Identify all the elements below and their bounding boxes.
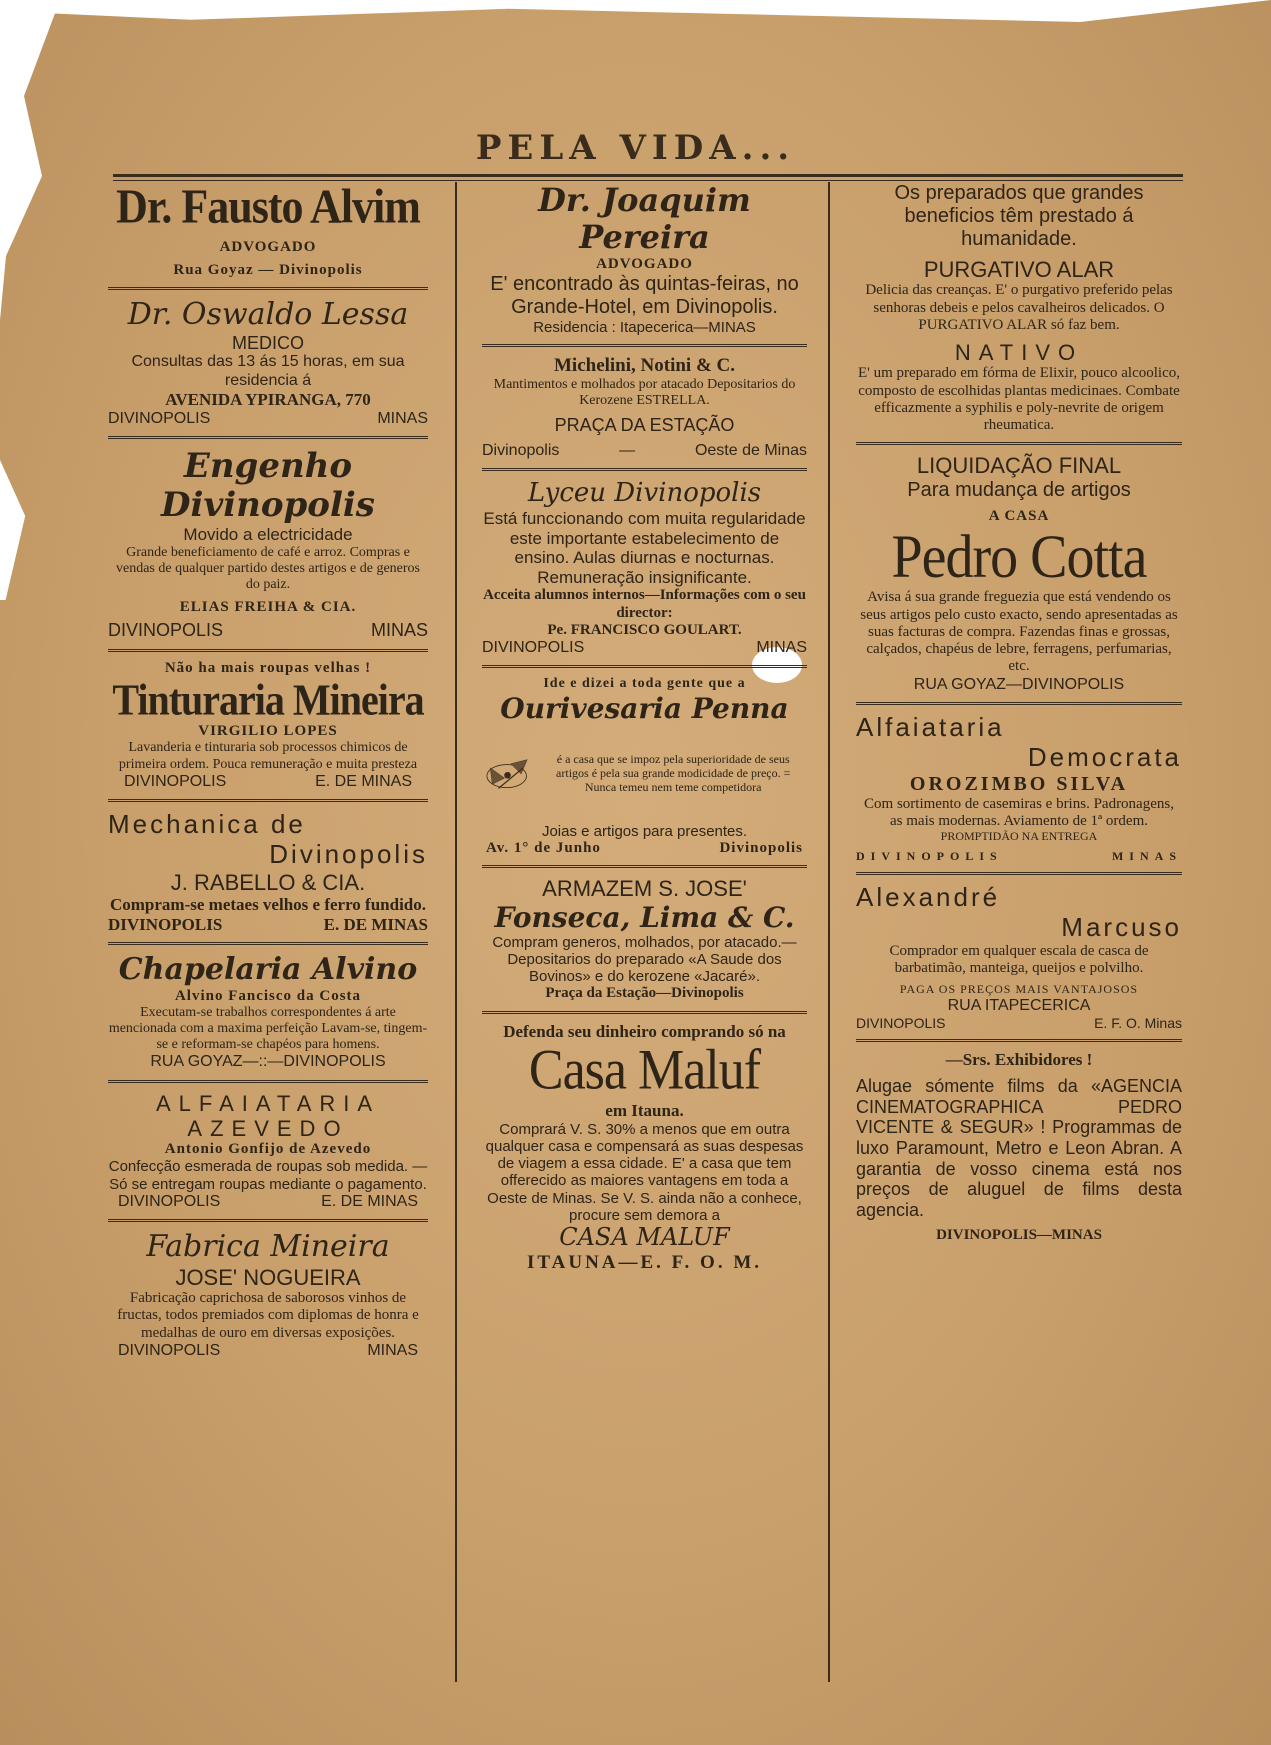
ad-director: Pe. FRANCISCO GOULART. (547, 621, 742, 638)
ad-title: Casa Maluf (528, 1039, 761, 1103)
ad-text: Confecção esmerada de roupas sob medida. — Só se entregam roupas mediante o pagamento. (108, 1158, 428, 1193)
ad-city: DIVINOPOLIS (856, 849, 1003, 863)
ad-city: DIVINOPOLIS (118, 1192, 221, 1210)
separator (482, 344, 807, 347)
separator (482, 468, 807, 471)
separator (108, 942, 428, 945)
separator (856, 872, 1182, 875)
ad-address: RUA GOYAZ—::—DIVINOPOLIS (150, 1053, 386, 1071)
ad-text: E' encontrado às quintas-feiras, no Grande-Hotel, em Divinopolis. (490, 272, 799, 318)
ad-title: PURGATIVO ALAR (923, 257, 1115, 282)
ad-company: Fonseca, Lima & C. (494, 900, 795, 934)
ad-alfaiataria-azevedo (108, 1091, 428, 1212)
column-rule-1 (455, 182, 457, 1682)
ad-casa-maluf (482, 1022, 807, 1274)
ad-title-line1: ALFAIATARIA (155, 1090, 381, 1116)
column-rule-2 (828, 182, 830, 1682)
ad-text: Grande beneficiamento de café e arroz. Compras e vendas de qualquer partido destes artigos e de generos do paiz. (115, 544, 420, 592)
ad-title: Dr. Oswaldo Lessa (127, 297, 409, 333)
ad-title: Lyceu Divinopolis (527, 478, 762, 509)
separator (108, 1080, 428, 1083)
torn-edge-left-mid (0, 460, 28, 600)
ad-state: MINAS (377, 409, 428, 427)
ad-text: Comprador em qualquer escala de casca de barbatimão, manteiga, queijos e polvilho. (889, 942, 1149, 976)
ad-title-line1: Alexandré (856, 881, 1001, 912)
separator (482, 1011, 807, 1014)
ad-state: MINAS (1111, 849, 1182, 863)
ad-title: Dr. Joaquim Pereira (538, 181, 751, 256)
ad-text: E' um preparado em fórma de Elixir, pouco alcoolico, composto de escolhidas plantas medicinaes. Combate efficazmente a syphilis e poly-nevrite de origem rheumatica. (858, 365, 1180, 434)
ad-note: PAGA OS PREÇOS MAIS VANTAJOSOS (899, 982, 1139, 997)
ad-city: DIVINOPOLIS (124, 772, 227, 790)
ad-city: DIVINOPOLIS (108, 409, 211, 427)
ad-title: Engenho Divinopolis (161, 446, 375, 526)
ad-title-line1: Mechanica de (108, 809, 306, 840)
ad-place: PRAÇA DA ESTAÇÃO (554, 415, 735, 436)
ad-headline: LIQUIDAÇÃO FINAL (916, 453, 1122, 479)
ad-owner: Alvino Fancisco da Costa (174, 987, 362, 1004)
ad-intro: Os preparados que grandes beneficios têm prestado á humanidade. (894, 182, 1144, 250)
ad-place: em Itauna. (605, 1101, 684, 1121)
ad-oswaldo-lessa (108, 298, 428, 428)
ad-role: ADVOGADO (596, 255, 693, 272)
ad-note: PROMPTIDÃO NA ENTREGA (940, 829, 1098, 844)
ad-text: Fabricação caprichosa de saborosos vinhos de fructas, todos premiados com diplomas de honra e medalhas de ouro em diversas exposições. (117, 1290, 419, 1341)
ad-owner: VIRGILIO LOPES (198, 723, 338, 740)
ad-owner: Antonio Gonfijo de Azevedo (164, 1141, 372, 1158)
separator (108, 1219, 428, 1222)
ad-nativo (856, 340, 1182, 434)
separator (108, 799, 428, 802)
ad-title: —Srs. Exhibidores ! (945, 1050, 1093, 1070)
ad-title: Tinturaria Mineira (112, 674, 424, 725)
ad-title-line2: AZEVEDO (187, 1115, 349, 1141)
separator (108, 287, 428, 290)
ad-alexandre-marcuso (856, 883, 1182, 1032)
ad-title: Pedro Cotta (891, 522, 1147, 591)
ad-title: Ourivesaria Penna (500, 691, 789, 725)
ad-title: Fabrica Mineira (146, 1229, 390, 1265)
column-2 (482, 182, 807, 1274)
ad-signature: CASA MALUF (559, 1223, 730, 1252)
ad-fausto-alvim (108, 179, 428, 279)
ad-role: MEDICO (232, 332, 304, 353)
ad-text: Lavanderia e tinturaria sob processos chimicos de primeira ordem. Pouca remuneração e muita presteza (118, 740, 418, 772)
ad-headline: Não ha mais roupas velhas ! (164, 659, 372, 676)
ad-label: A CASA (988, 507, 1050, 524)
masthead-rule (113, 174, 1183, 177)
ad-title-line2: Marcuso (1061, 911, 1182, 942)
separator (482, 665, 807, 668)
ad-products: Joias e artigos para presentes. (541, 822, 748, 840)
ad-city: DIVINOPOLIS (856, 1015, 946, 1032)
ad-michelini-notini (482, 355, 807, 460)
ad-role: ADVOGADO (219, 238, 317, 255)
ad-title-line2: Divinopolis (269, 838, 428, 869)
ad-mechanica (108, 810, 428, 934)
separator (108, 436, 428, 439)
ad-text: Compram-se metaes velhos e ferro fundido. (109, 895, 427, 915)
ad-text: Compram generos, molhados, por atacado.—Depositarios do preparado «A Saude dos Bovinos» e do kerozene «Jacaré». (492, 933, 797, 986)
ad-footer: DIVINOPOLIS—MINAS (936, 1226, 1102, 1243)
ad-subheadline: Para mudança de artigos (907, 478, 1131, 501)
masthead: PELA VIDA... (475, 128, 796, 168)
ad-fabrica-mineira (108, 1230, 428, 1360)
ad-text: Está funccionando com muita regularidade este importante estabelecimento de ensino. Aulas diurnas e nocturnas. Remuneração insignificante. (483, 509, 806, 587)
torn-edge-top (0, 0, 1271, 22)
ad-armazem-sao-jose (482, 876, 807, 1002)
ad-rail: E. F. O. Minas (1094, 1015, 1182, 1032)
ad-chapelaria-alvino (108, 953, 428, 1071)
ad-owner: J. RABELLO & CIA. (170, 869, 366, 895)
ad-text: Mantimentos e molhados por atacado Depositarios do Kerozene ESTRELLA. (493, 376, 796, 409)
ad-street: AVENIDA YPIRANGA, 770 (165, 390, 371, 410)
ad-state: E. DE MINAS (315, 772, 412, 790)
ad-text: é a casa que se impoz pela superioridade de seus artigos é pela sua grande modicidade de preço. = Nunca temeu nem teme competidora (556, 752, 791, 794)
ad-lyceu-divinopolis (482, 479, 807, 657)
ad-city: DIVINOPOLIS (118, 1341, 221, 1359)
ad-city: DIVINOPOLIS (108, 620, 224, 641)
ad-subtitle: Movido a electricidade (183, 525, 353, 545)
ad-text: Consultas das 13 ás 15 horas, em sua residencia á (131, 353, 405, 389)
ad-title-line1: Alfaiataria (856, 711, 1005, 742)
ad-owner: ELIAS FREIHA & CIA. (179, 599, 357, 616)
ad-title: Chapelaria Alvino (118, 952, 418, 988)
bird-pen-emblem-icon (482, 729, 531, 819)
separator (108, 649, 428, 652)
ad-state: MINAS (370, 620, 428, 641)
ad-owner: JOSE' NOGUEIRA (175, 1264, 361, 1290)
ad-state: E. DE MINAS (323, 914, 428, 934)
ad-title: ARMAZEM S. JOSE' (542, 876, 747, 902)
ad-region: Oeste de Minas (694, 441, 807, 459)
ad-text: Comprará V. S. 30% a menos que em outra qualquer casa e compensará as suas despesas de viagem a essa cidade. E' a casa que tem offerecido as maiores vantagens em toda a Oeste de Minas. Se V. S. ainda não a conhece, procure sem demora a (485, 1120, 804, 1224)
separator (856, 702, 1182, 705)
separator (856, 442, 1182, 445)
ad-tagline: Defenda seu dinheiro comprando só na (503, 1021, 786, 1041)
ad-info: Acceita alumnos internos—Informações com o seu director: (483, 587, 806, 621)
ad-address: RUA GOYAZ—DIVINOPOLIS (913, 675, 1125, 693)
ad-title-line2: Democrata (1027, 741, 1182, 772)
ad-tinturaria-mineira (108, 660, 428, 791)
ad-city: Divinopolis (482, 441, 560, 459)
ad-residence: Residencia : Itapecerica—MINAS (533, 318, 756, 336)
ad-street: RUA ITAPECERICA (947, 996, 1091, 1014)
ad-tagline: Ide e dizei a toda gente que a (543, 676, 746, 692)
ad-text: Avisa á sua grande freguezia que está vendendo os seus artigos pelo custo exacto, sendo apresentadas as suas facturas de compra. Fazendas finas e grossas, calçados, chapéus de lebre, ferragens, perfumarias, etc. (860, 589, 1178, 675)
ad-address: Rua Goyaz — Divinopolis (173, 261, 363, 278)
ad-title: Dr. Fausto Alvim (116, 179, 420, 234)
ad-dash: — (619, 441, 636, 459)
ad-address: Praça da Estação—Divinopolis (545, 985, 744, 1002)
ad-state: MINAS (756, 639, 807, 657)
ad-footer: ITAUNA—E. F. O. M. (526, 1251, 763, 1273)
ad-state: MINAS (367, 1341, 418, 1359)
ad-joaquim-pereira (482, 182, 807, 336)
ad-text: Delicia das creanças. E' o purgativo preferido pelas senhoras debeis e pelos cavalheiros delicados. O PURGATIVO ALAR só faz bem. (865, 282, 1173, 333)
ad-address: Av. 1° de Junho (486, 839, 601, 856)
ad-purgativo-alar (856, 182, 1182, 334)
ad-city: DIVINOPOLIS (108, 914, 223, 934)
ad-title: Michelini, Notini & C. (553, 355, 736, 377)
ad-city: DIVINOPOLIS (482, 639, 585, 657)
column-1 (108, 179, 428, 1360)
separator (482, 865, 807, 868)
ad-city: Divinopolis (719, 839, 803, 856)
ad-ourivesaria-penna (482, 676, 807, 857)
separator (856, 1039, 1182, 1042)
ad-text: Com sortimento de casemiras e brins. Padronagens, as mais modernas. Aviamento de 1ª ordem. (864, 795, 1174, 829)
ad-text: Executam-se trabalhos correspondentes á arte mencionada com a maxima perfeição Lavam-se, tingem-se e reformam-se chapéos para homens. (108, 1004, 428, 1053)
ad-text: Alugae sómente films da «AGENCIA CINEMATOGRAPHICA PEDRO VICENTE & SEGUR» ! Programmas de luxo Paramount, Metro e Leon Abran. A garantia de vosso cinema está nos preços de aluguel de films desta agencia. (856, 1075, 1182, 1221)
ad-alfaiataria-democrata (856, 713, 1182, 864)
ad-title: NATIVO (954, 340, 1084, 366)
ad-pedro-cotta (856, 453, 1182, 694)
ad-engenho-divinopolis (108, 447, 428, 641)
ad-srs-exhibidores (856, 1050, 1182, 1244)
ad-state: E. DE MINAS (321, 1192, 418, 1210)
ad-owner: OROZIMBO SILVA (909, 772, 1129, 795)
column-3 (856, 182, 1182, 1244)
